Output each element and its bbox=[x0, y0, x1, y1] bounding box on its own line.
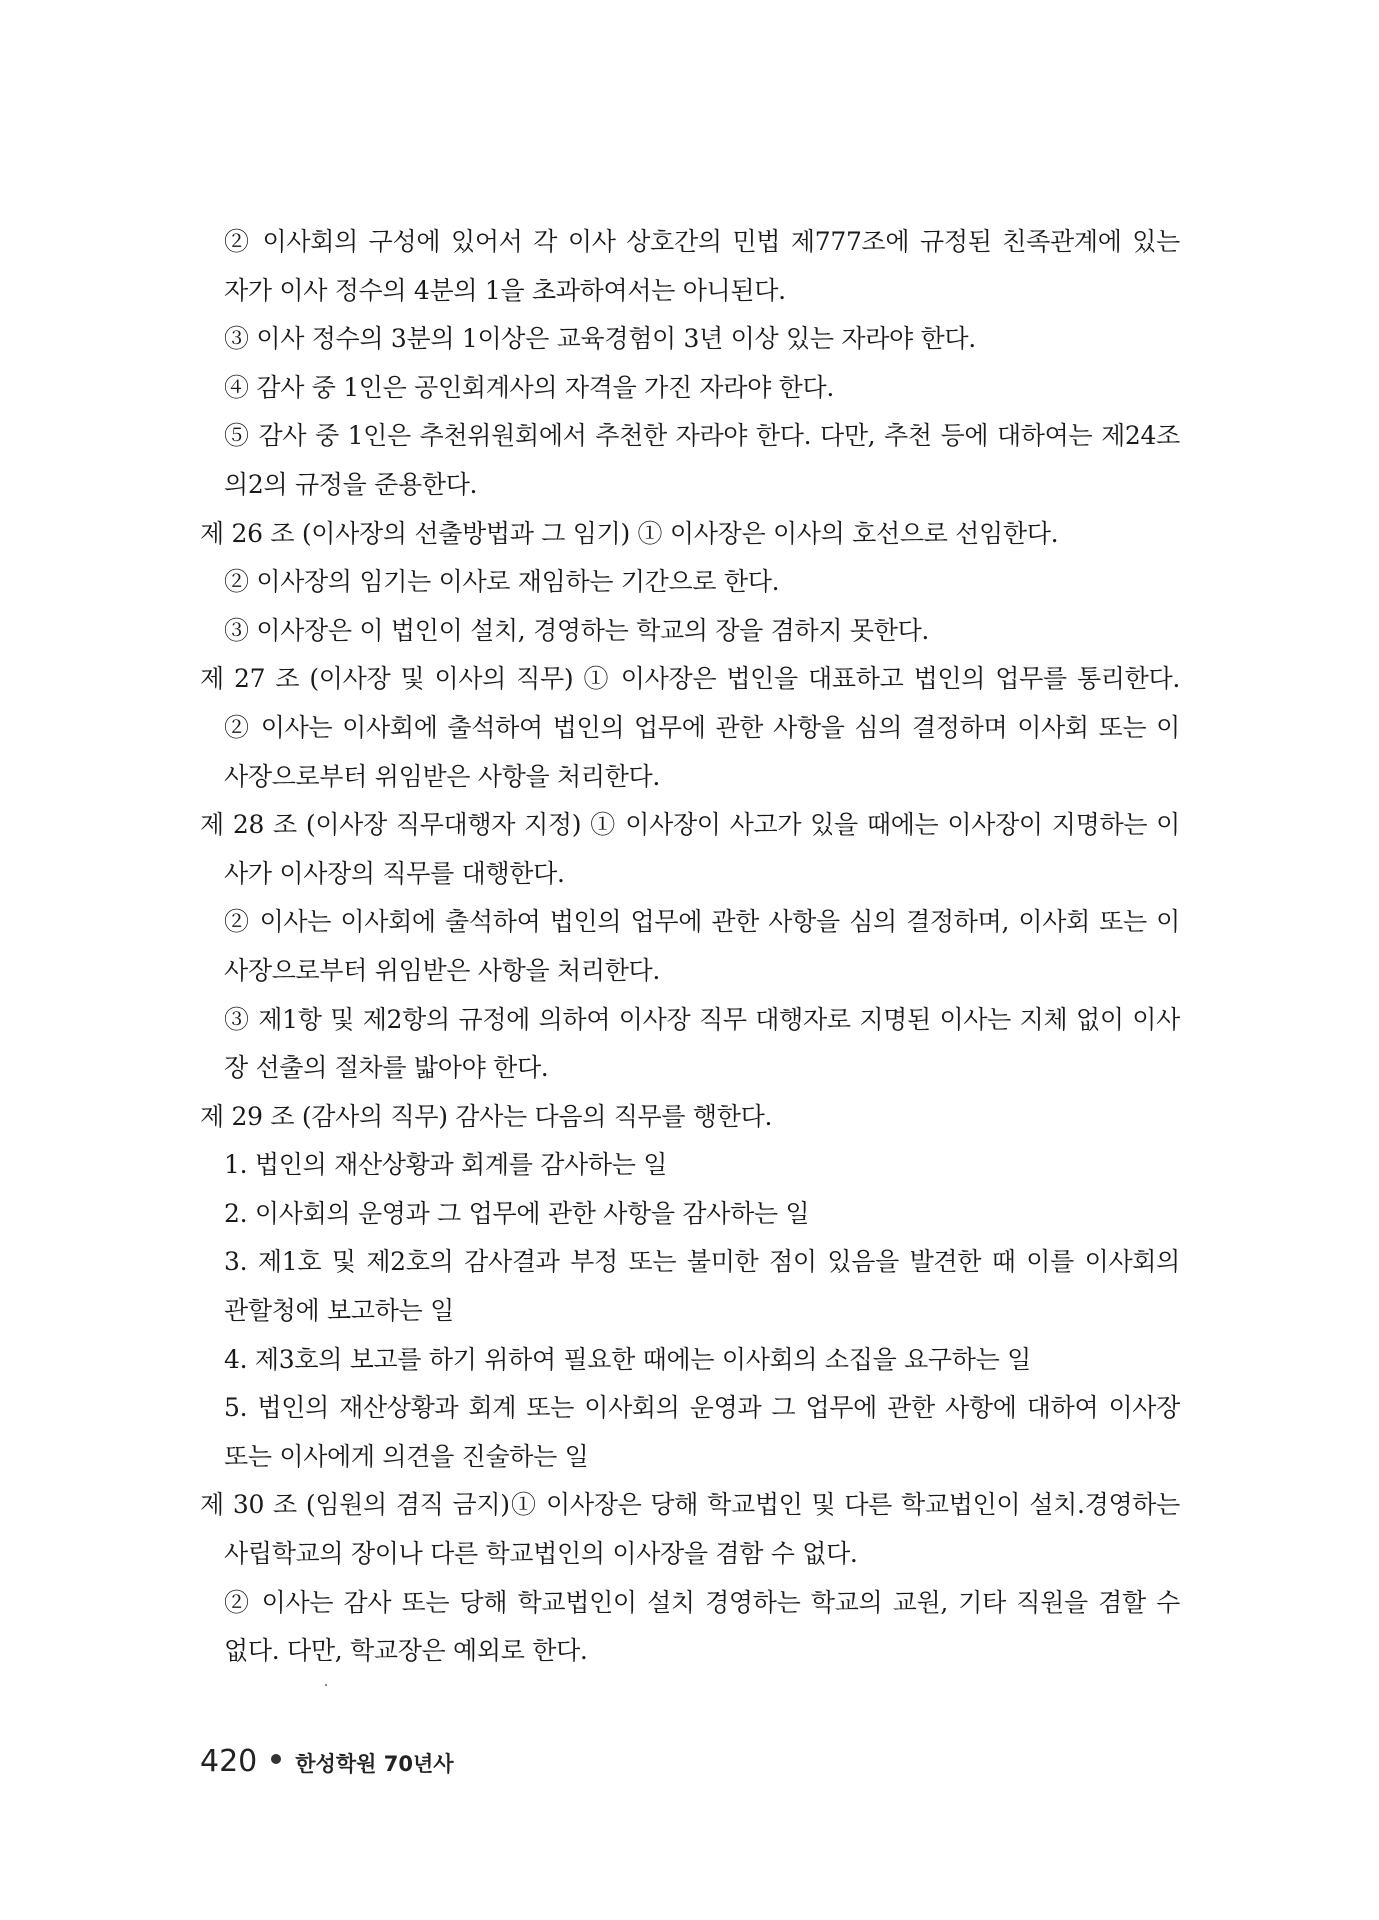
article-28-heading-line2: 사가 이사장의 직무를 대행한다. bbox=[224, 858, 565, 888]
clause-28-2-line2: 사장으로부터 위임받은 사항을 처리한다. bbox=[224, 955, 661, 985]
clause-28-2-line1: ② 이사는 이사회에 출석하여 법인의 업무에 관한 사항을 심의 결정하며, 이사회 또는 이 bbox=[224, 907, 1180, 937]
article-28-heading: 제 28 조 (이사장 직무대행자 지정) ① 이사장이 사고가 있을 때에는 이사장이 지명하는 이 bbox=[200, 810, 1180, 840]
clause-25-2-line2: 자가 이사 정수의 4분의 1을 초과하여서는 아니된다. bbox=[224, 275, 786, 305]
clause-26-3: ③ 이사장은 이 법인이 설치, 경영하는 학교의 장을 겸하지 못한다. bbox=[224, 615, 930, 645]
item-29-1: 1. 법인의 재산상황과 회계를 감사하는 일 bbox=[224, 1150, 668, 1180]
clause-25-2-line1: ② 이사회의 구성에 있어서 각 이사 상호간의 민법 제777조에 규정된 친족관계에 있는 bbox=[224, 227, 1180, 256]
article-30-heading: 제 30 조 (임원의 겸직 금지)① 이사장은 당해 학교법인 및 다른 학교법인이 설치.경영하는 bbox=[200, 1490, 1180, 1520]
clause-25-5-line1: ⑤ 감사 중 1인은 추천위원회에서 추천한 자라야 한다. 다만, 추천 등에 대하여는 제24조 bbox=[224, 421, 1180, 451]
document-body bbox=[200, 218, 1180, 1676]
clause-27-2-line2: 사장으로부터 위임받은 사항을 처리한다. bbox=[224, 761, 661, 791]
bullet-dot-icon bbox=[271, 1754, 281, 1764]
book-title: 한성학원 70년사 bbox=[295, 1752, 454, 1776]
item-29-5-line2: 또는 이사에게 의견을 진술하는 일 bbox=[224, 1441, 589, 1471]
article-26-heading: 제 26 조 (이사장의 선출방법과 그 임기) ① 이사장은 이사의 호선으로 선임한다. bbox=[200, 518, 1059, 548]
article-30-heading-line2: 사립학교의 장이나 다른 학교법인의 이사장을 겸함 수 없다. bbox=[224, 1539, 858, 1569]
clause-28-3-line1: ③ 제1항 및 제2항의 규정에 의하여 이사장 직무 대행자로 지명된 이사는 지체 없이 이사 bbox=[224, 1004, 1180, 1034]
item-29-3-line2: 관할청에 보고하는 일 bbox=[224, 1296, 454, 1326]
article-29-heading: 제 29 조 (감사의 직무) 감사는 다음의 직무를 행한다. bbox=[200, 1101, 773, 1131]
clause-26-2: ② 이사장의 임기는 이사로 재임하는 기간으로 한다. bbox=[224, 567, 780, 597]
page-number: 420 bbox=[200, 1744, 258, 1779]
scan-speck bbox=[325, 1684, 327, 1686]
clause-25-4: ④ 감사 중 1인은 공인회계사의 자격을 가진 자라야 한다. bbox=[224, 372, 834, 402]
item-29-2: 2. 이사회의 운영과 그 업무에 관한 사항을 감사하는 일 bbox=[224, 1198, 810, 1228]
item-29-5-line1: 5. 법인의 재산상황과 회계 또는 이사회의 운영과 그 업무에 관한 사항에 대하여 이사장 bbox=[224, 1393, 1180, 1423]
item-29-4: 4. 제3호의 보고를 하기 위하여 필요한 때에는 이사회의 소집을 요구하는 일 bbox=[224, 1344, 1031, 1374]
clause-30-2-line2: 없다. 다만, 학교장은 예외로 한다. bbox=[224, 1636, 588, 1666]
page-footer bbox=[200, 1744, 454, 1779]
clause-25-5-line2: 의2의 규정을 준용한다. bbox=[224, 469, 478, 499]
clause-27-2-line1: ② 이사는 이사회에 출석하여 법인의 업무에 관한 사항을 심의 결정하며 이사회 또는 이 bbox=[224, 712, 1180, 742]
item-29-3-line1: 3. 제1호 및 제2호의 감사결과 부정 또는 불미한 점이 있음을 발견한 때 이를 이사회의 bbox=[224, 1247, 1180, 1277]
clause-30-2-line1: ② 이사는 감사 또는 당해 학교법인이 설치 경영하는 학교의 교원, 기타 직원을 겸할 수 bbox=[224, 1587, 1180, 1617]
clause-25-3: ③ 이사 정수의 3분의 1이상은 교육경험이 3년 이상 있는 자라야 한다. bbox=[224, 324, 976, 354]
article-27-heading: 제 27 조 (이사장 및 이사의 직무) ① 이사장은 법인을 대표하고 법인의 업무를 통리한다. bbox=[200, 664, 1180, 694]
clause-28-3-line2: 장 선출의 절차를 밟아야 한다. bbox=[224, 1053, 549, 1083]
